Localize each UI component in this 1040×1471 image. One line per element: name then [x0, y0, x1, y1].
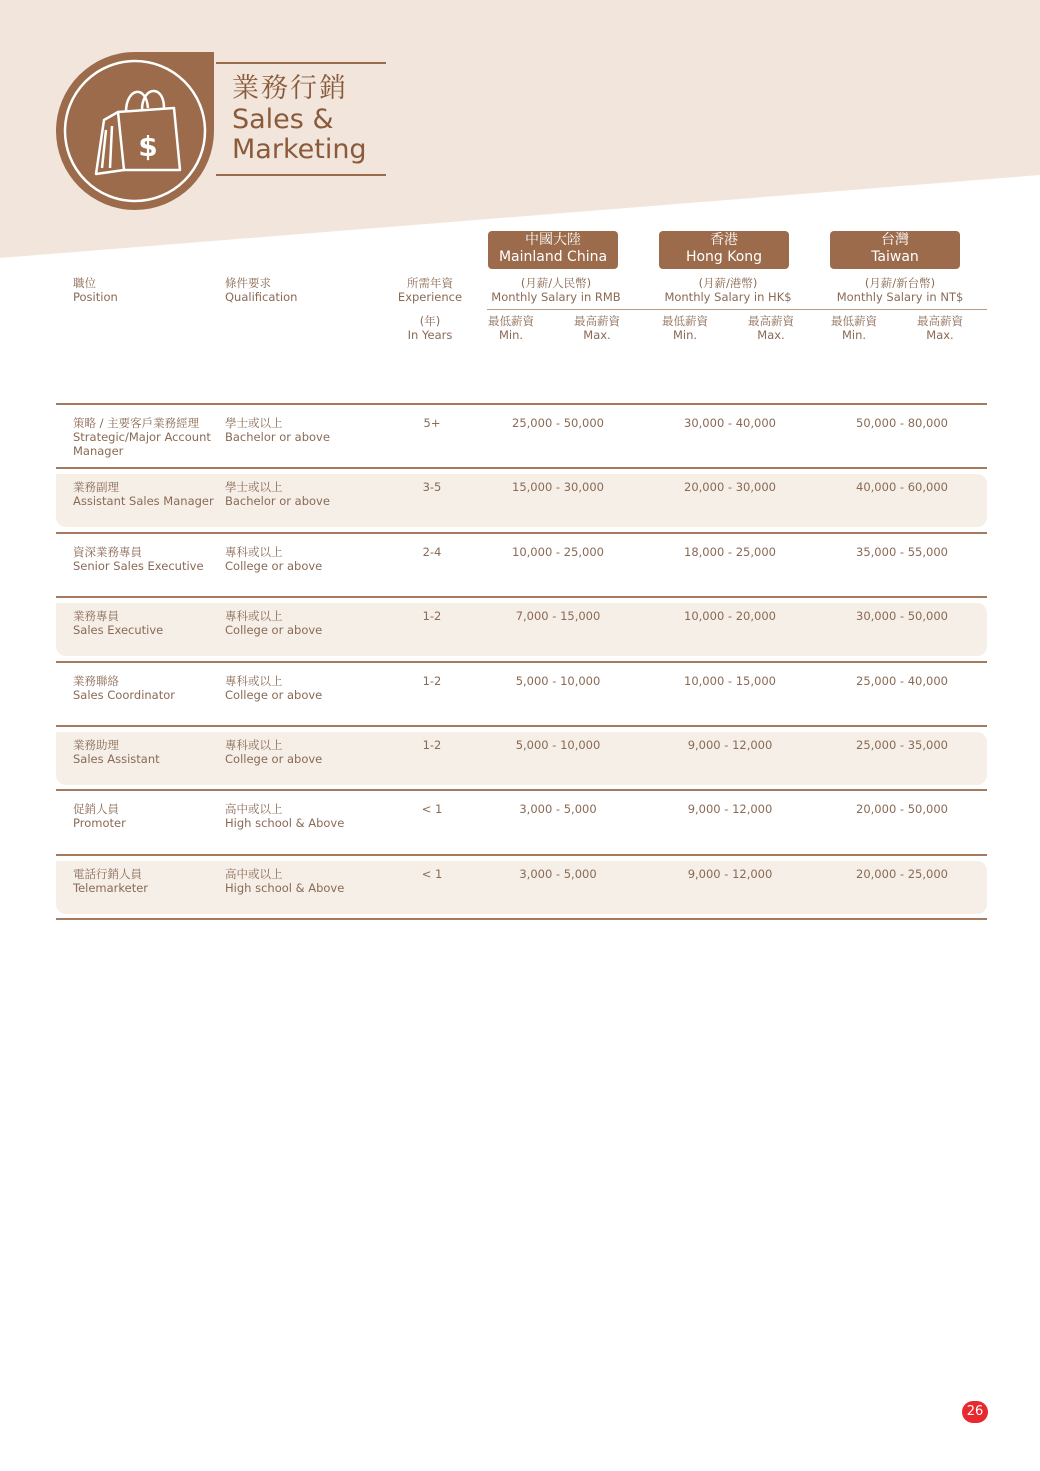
subheader-years [390, 314, 470, 342]
region-name-zh: 台灣 [881, 232, 909, 248]
region-badge-mainland-china [488, 231, 618, 269]
header-label-zh: 最低薪資 [488, 314, 534, 328]
table-row-salary-hkd: 18,000 - 25,000 [684, 545, 776, 559]
position-en: Sales Coordinator [73, 688, 175, 702]
position-en: Strategic/Major Account [73, 430, 211, 444]
table-row-experience: 1-2 [422, 674, 442, 688]
table-row-salary-ntd: 20,000 - 50,000 [856, 802, 948, 816]
table-row-salary-hkd: 30,000 - 40,000 [684, 416, 776, 430]
table-row-experience: 1-2 [422, 609, 442, 623]
region-name-en: Taiwan [871, 249, 919, 265]
position-en: Sales Assistant [73, 752, 160, 766]
position-en: Telemarketer [73, 881, 149, 895]
header-label-zh: (月薪/人民幣) [520, 276, 592, 290]
table-row-salary-rmb: 15,000 - 30,000 [512, 480, 604, 494]
table-row-salary-rmb: 10,000 - 25,000 [512, 545, 604, 559]
column-header-position [73, 276, 118, 304]
region-name-zh: 中國大陸 [525, 232, 581, 248]
position-en: Assistant Sales Manager [73, 494, 214, 508]
qualification-en: College or above [225, 688, 323, 702]
table-row-experience: 3-5 [422, 480, 442, 494]
svg-text:$: $ [138, 130, 158, 163]
page-title-en-line2: Marketing [232, 134, 367, 165]
position-zh: 業務助理 [73, 738, 119, 752]
table-row-position [73, 738, 223, 766]
header-label-en: Max. [583, 328, 611, 342]
header-label-zh: 最高薪資 [748, 314, 794, 328]
header-label-en: Monthly Salary in RMB [491, 290, 621, 304]
page-number-badge: 26 [962, 1401, 988, 1423]
table-row-experience: < 1 [421, 867, 443, 881]
table-row-salary-hkd: 9,000 - 12,000 [687, 802, 773, 816]
header-label-en: Min. [672, 328, 698, 342]
position-zh: 資深業務專員 [73, 545, 142, 559]
position-zh: 促銷人員 [73, 802, 119, 816]
table-row-salary-rmb: 5,000 - 10,000 [515, 674, 601, 688]
table-row-salary-rmb: 25,000 - 50,000 [512, 416, 604, 430]
column-header-salary-hkd [648, 276, 808, 304]
header-label-zh: 最高薪資 [574, 314, 620, 328]
qualification-en: Bachelor or above [225, 494, 330, 508]
header-label-zh: 所需年資 [407, 276, 453, 290]
column-header-salary-rmb [476, 276, 636, 304]
table-row-salary-ntd: 40,000 - 60,000 [856, 480, 948, 494]
header-label-en: Experience [397, 290, 463, 304]
qualification-zh: 專科或以上 [225, 738, 283, 752]
position-en-cont: Manager [73, 444, 124, 458]
subheader-min-hkd [660, 314, 710, 342]
table-row-salary-rmb: 3,000 - 5,000 [519, 867, 597, 881]
table-row-qualification [225, 674, 375, 702]
table-row-salary-rmb: 7,000 - 15,000 [515, 609, 601, 623]
header-label-zh: (月薪/港幣) [698, 276, 758, 290]
qualification-zh: 專科或以上 [225, 545, 283, 559]
header-label-zh: 最高薪資 [917, 314, 963, 328]
row-divider [56, 467, 987, 469]
region-badge-taiwan [830, 231, 960, 269]
table-row-salary-ntd: 50,000 - 80,000 [856, 416, 948, 430]
page-title-zh: 業務行銷 [232, 73, 348, 104]
header-label-en: Max. [926, 328, 954, 342]
position-zh: 業務專員 [73, 609, 119, 623]
header-divider [487, 309, 987, 310]
header-label-zh: 條件要求 [225, 276, 271, 290]
table-row-salary-ntd: 25,000 - 35,000 [856, 738, 948, 752]
table-row-salary-hkd: 9,000 - 12,000 [687, 867, 773, 881]
table-row-experience: 1-2 [422, 738, 442, 752]
table-row-position [73, 867, 223, 895]
header-label-zh: (月薪/新台幣) [864, 276, 936, 290]
position-en: Sales Executive [73, 623, 164, 637]
subheader-min-rmb [486, 314, 536, 342]
qualification-en: High school & Above [225, 816, 345, 830]
region-name-zh: 香港 [710, 232, 738, 248]
subheader-max-rmb [572, 314, 622, 342]
table-row-salary-hkd: 20,000 - 30,000 [684, 480, 776, 494]
position-en: Senior Sales Executive [73, 559, 204, 573]
header-label-zh: 最低薪資 [662, 314, 708, 328]
column-header-qualification [225, 276, 297, 304]
column-header-experience [390, 276, 470, 304]
header-label-en: Min. [841, 328, 867, 342]
table-row-position [73, 545, 223, 573]
table-row-position [73, 609, 223, 637]
table-row-qualification [225, 545, 375, 573]
table-row-position [73, 674, 223, 702]
subheader-max-hkd [746, 314, 796, 342]
position-en: Promoter [73, 816, 126, 830]
header-label-en: In Years [407, 328, 453, 342]
table-row-qualification [225, 480, 375, 508]
row-divider [56, 596, 987, 598]
qualification-zh: 高中或以上 [225, 867, 283, 881]
qualification-zh: 學士或以上 [225, 480, 283, 494]
header-label-en: Max. [757, 328, 785, 342]
column-header-salary-ntd [820, 276, 980, 304]
position-zh: 業務副理 [73, 480, 119, 494]
header-label-zh: 最低薪資 [831, 314, 877, 328]
region-name-en: Mainland China [498, 249, 608, 265]
table-row-qualification [225, 609, 375, 637]
qualification-zh: 高中或以上 [225, 802, 283, 816]
table-row-position [73, 416, 223, 458]
qualification-zh: 專科或以上 [225, 609, 283, 623]
header-label-en: Position [73, 290, 118, 304]
header-label-en: Monthly Salary in HK$ [664, 290, 792, 304]
header-label-zh: (年) [419, 314, 441, 328]
row-divider [56, 661, 987, 663]
qualification-en: High school & Above [225, 881, 345, 895]
position-zh: 電話行銷人員 [73, 867, 142, 881]
table-row-salary-rmb: 5,000 - 10,000 [515, 738, 601, 752]
table-row-position [73, 480, 223, 508]
table-row-salary-ntd: 30,000 - 50,000 [856, 609, 948, 623]
qualification-en: College or above [225, 623, 323, 637]
table-row-salary-ntd: 35,000 - 55,000 [856, 545, 948, 559]
region-name-en: Hong Kong [685, 249, 763, 265]
qualification-en: Bachelor or above [225, 430, 330, 444]
shopping-bag-dollar-icon [56, 50, 214, 212]
table-row-qualification [225, 738, 375, 766]
header-label-en: Min. [498, 328, 524, 342]
position-zh: 策略 / 主要客戶業務經理 [73, 416, 200, 430]
header-label-en: Qualification [225, 290, 298, 304]
table-row-position [73, 802, 223, 830]
table-row-salary-rmb: 3,000 - 5,000 [519, 802, 597, 816]
table-row-qualification [225, 867, 375, 895]
table-row-experience: < 1 [421, 802, 443, 816]
header-label-zh: 職位 [73, 276, 96, 290]
region-badge-hong-kong [659, 231, 789, 269]
position-zh: 業務聯絡 [73, 674, 119, 688]
table-row-experience: 2-4 [422, 545, 442, 559]
row-divider [56, 789, 987, 791]
row-divider [56, 532, 987, 534]
qualification-en: College or above [225, 752, 323, 766]
qualification-zh: 學士或以上 [225, 416, 283, 430]
table-bottom-border [56, 918, 987, 920]
subheader-min-ntd [829, 314, 879, 342]
page-title-en-line1: Sales & [232, 104, 334, 135]
table-row-salary-ntd: 20,000 - 25,000 [856, 867, 948, 881]
row-divider [56, 403, 987, 405]
table-row-qualification [225, 416, 375, 444]
qualification-zh: 專科或以上 [225, 674, 283, 688]
table-row-experience: 5+ [423, 416, 441, 430]
table-row-salary-hkd: 10,000 - 15,000 [684, 674, 776, 688]
row-divider [56, 725, 987, 727]
table-row-salary-hkd: 9,000 - 12,000 [687, 738, 773, 752]
subheader-max-ntd [915, 314, 965, 342]
table-row-salary-hkd: 10,000 - 20,000 [684, 609, 776, 623]
row-divider [56, 854, 987, 856]
table-row-salary-ntd: 25,000 - 40,000 [856, 674, 948, 688]
table-row-qualification [225, 802, 375, 830]
qualification-en: College or above [225, 559, 323, 573]
header-label-en: Monthly Salary in NT$ [836, 290, 964, 304]
